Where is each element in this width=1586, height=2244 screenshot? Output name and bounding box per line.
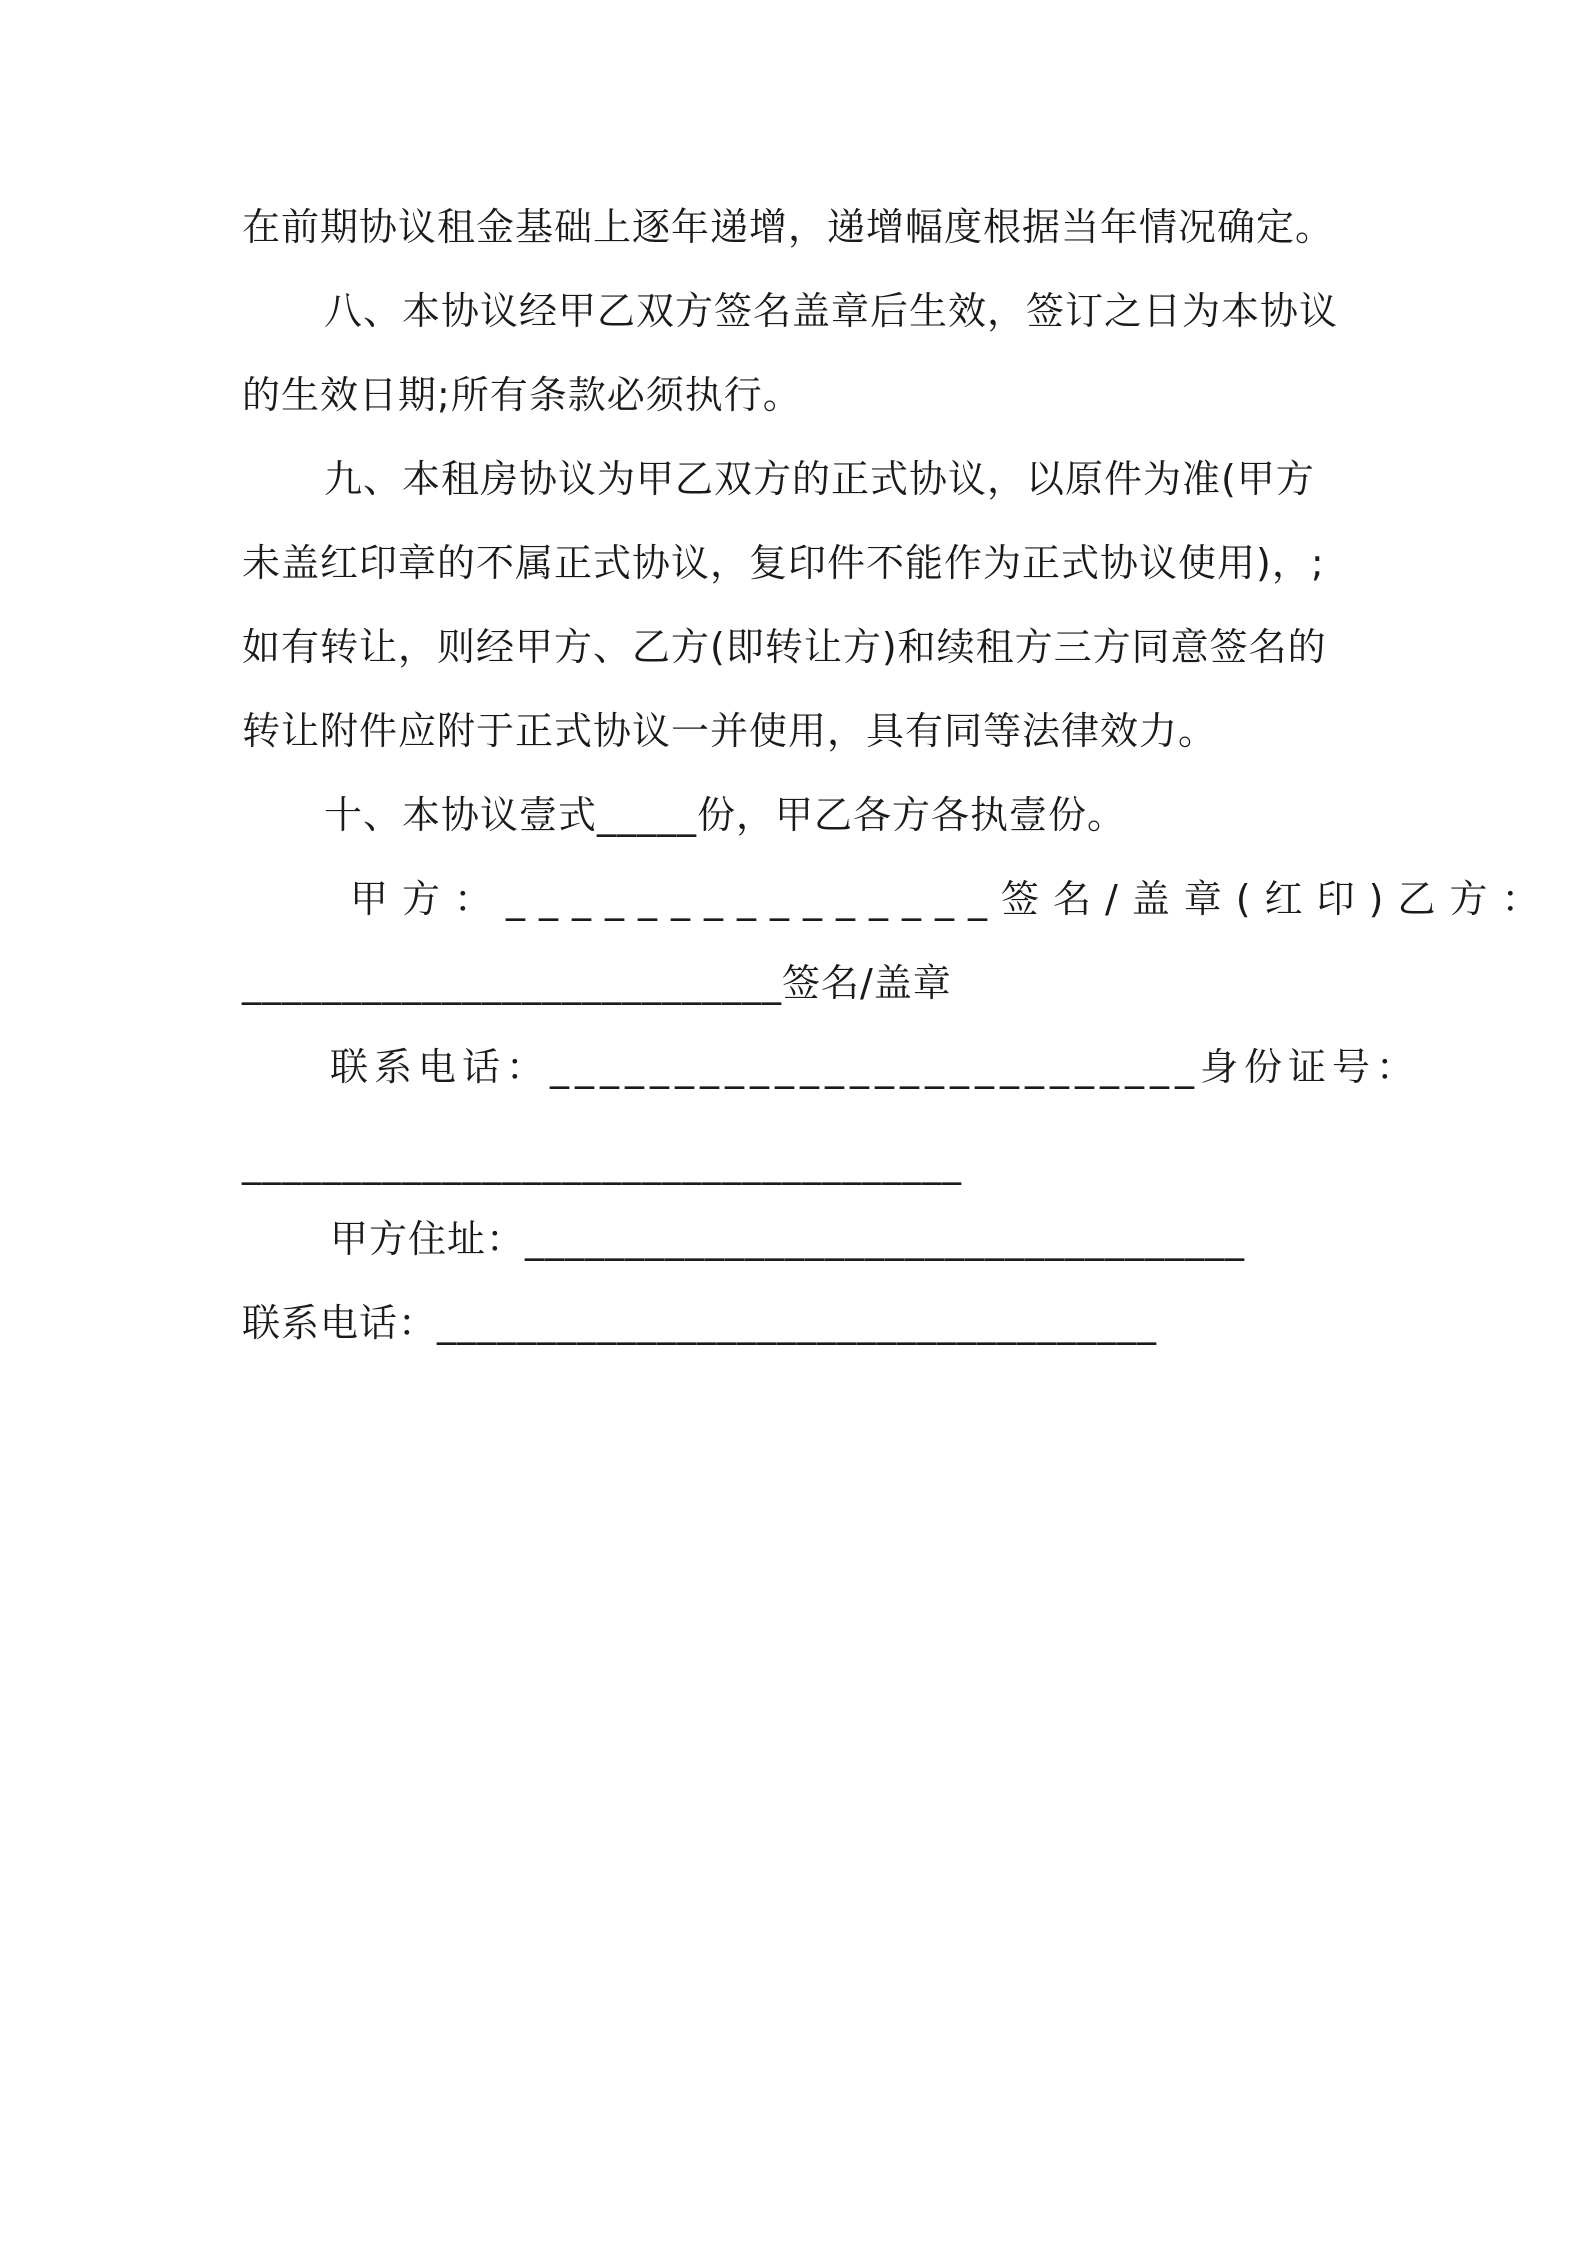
clause-eight-line-1: 八、本协议经甲乙双方签名盖章后生效，签订之日为本协议	[324, 289, 1339, 333]
clause-nine-line-4: 转让附件应附于正式协议一并使用，具有同等法律效力。	[242, 709, 1218, 753]
phone-id-line: 联系电话：__________________________身份证号：	[330, 1045, 1421, 1089]
clause-ten: 十、本协议壹式_____份，甲乙各方各执壹份。	[324, 793, 1127, 837]
clause-seven-continuation: 在前期协议租金基础上逐年递增，递增幅度根据当年情况确定。	[242, 205, 1335, 249]
party-a-address-line: 甲方住址：____________________________________	[330, 1217, 1246, 1261]
clause-nine-line-3: 如有转让，则经甲方、乙方(即转让方)和续租方三方同意签名的	[242, 625, 1327, 669]
contact-phone-line: 联系电话：____________________________________	[242, 1301, 1158, 1345]
id-number-blank: ____________________________________	[242, 1141, 962, 1185]
clause-nine-line-1: 九、本租房协议为甲乙双方的正式协议，以原件为准(甲方	[324, 457, 1315, 501]
clause-eight-line-2: 的生效日期;所有条款必须执行。	[242, 373, 802, 417]
clause-nine-line-2: 未盖红印章的不属正式协议，复印件不能作为正式协议使用)，;	[242, 541, 1325, 585]
party-a-signature-line: 甲方：_______________签名/盖章(红印)乙方：	[350, 877, 1554, 921]
party-b-signature-line: ___________________________签名/盖章	[242, 961, 952, 1005]
